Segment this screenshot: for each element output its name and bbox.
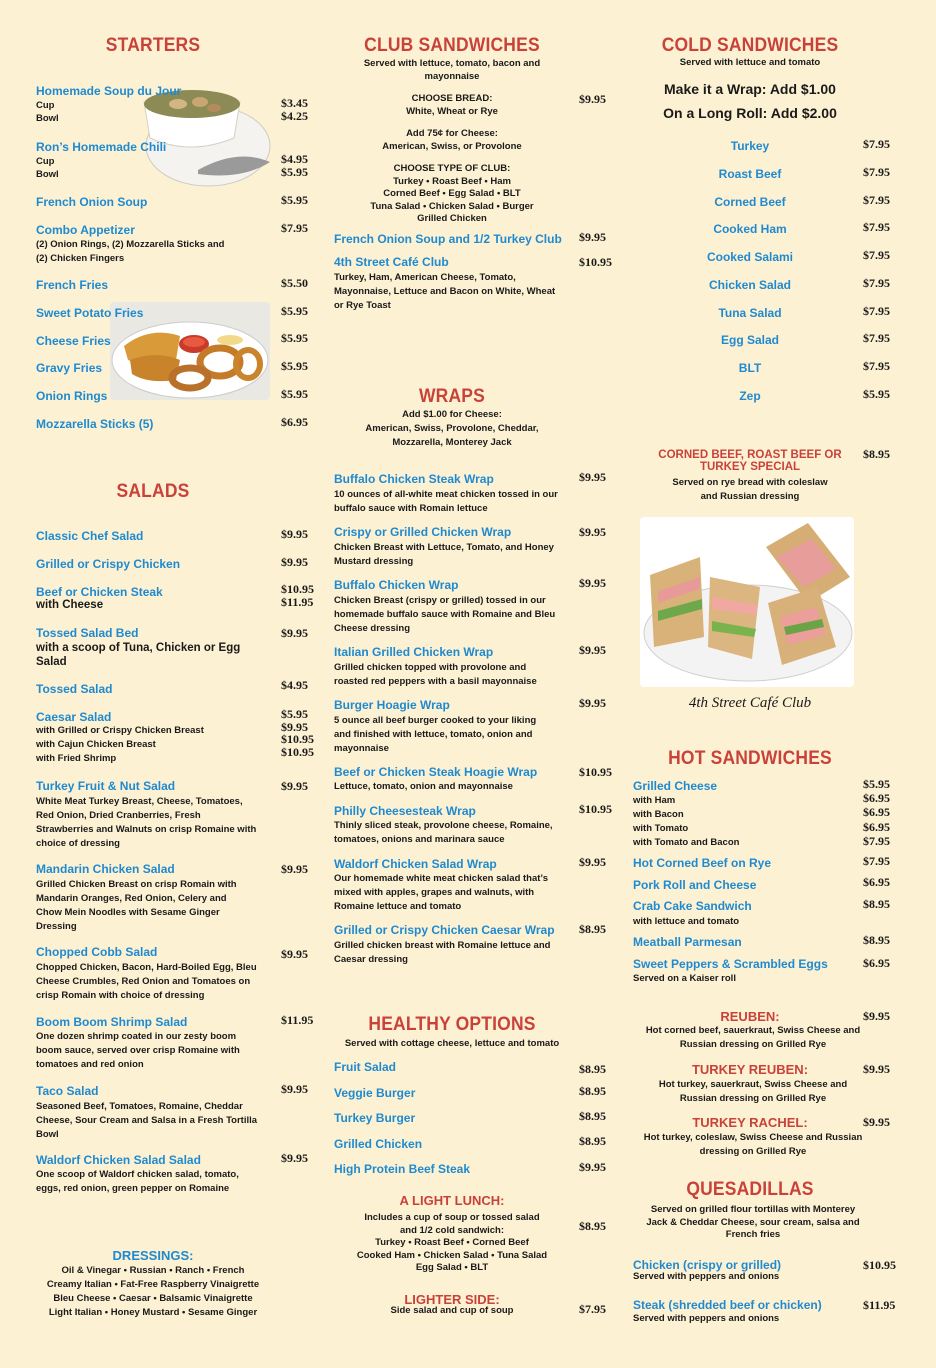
reuben-desc	[626, 1024, 880, 1052]
taco-price: $9.95	[281, 1082, 308, 1096]
dressing-line: Light Italian • Honey Mustard • Sesame Ginger	[48, 1307, 258, 1318]
desc-line: Hot turkey, coleslaw, Swiss Cheese and Russian	[643, 1132, 863, 1143]
soup-bowl-label: Bowl	[36, 112, 59, 124]
chili-cup-price: $4.95	[281, 152, 308, 166]
desc-line: homemade buffalo sauce with Romaine and Bleu	[334, 609, 556, 620]
desc-line: Cheese, Sour Cream and Salsa in a Fresh Tortilla	[36, 1115, 258, 1126]
desc-line: Turkey, Ham, American Cheese, Tomato,	[334, 272, 516, 283]
desc-line: Russian dressing on Grilled Rye	[679, 1039, 827, 1050]
healthy-item-name: Grilled Chicken	[334, 1137, 423, 1151]
mandarin-desc	[36, 878, 237, 934]
grilled-cheese-options	[633, 794, 739, 850]
cold-item-name: Roast Beef	[718, 167, 782, 181]
desc-line: crisp Romain with choice of dressing	[36, 990, 205, 1001]
soup-prices	[281, 97, 308, 122]
dressing-line: Bleu Cheese • Caesar • Balsamic Vinaigrette	[53, 1293, 253, 1304]
light-lunch-title: A LIGHT LUNCH:	[399, 1193, 505, 1208]
hot-corned-name: Hot Corned Beef on Rye	[633, 856, 772, 870]
caesar-name: Caesar Salad	[36, 710, 112, 724]
tossed-bed-name: Tossed Salad Bed	[36, 626, 139, 640]
starter-item-name: Mozzarella Sticks (5)	[36, 417, 154, 431]
starter-item-name: French Fries	[36, 278, 109, 292]
steak-salad-prices	[281, 583, 314, 608]
desc-line: Thinly sliced steak, provolone cheese, Romaine,	[334, 820, 553, 831]
caesar-option: with Cajun Chicken Breast	[36, 739, 156, 750]
cold-item-price: $7.95	[863, 304, 890, 318]
desc-line: choice of dressing	[36, 838, 120, 849]
desc-line: Mayonnaise, Lettuce and Bacon on White, Wheat	[334, 286, 556, 297]
crab-cake-sub: with lettuce and tomato	[633, 916, 740, 927]
cold-item-name: Corned Beef	[714, 195, 786, 209]
dressing-line: Creamy Italian • Fat-Free Raspberry Vinaigrette	[46, 1279, 260, 1290]
club-types	[334, 163, 570, 226]
desc-line: buffalo sauce with Romain lettuce	[334, 503, 488, 514]
turkey-rachel-price: $9.95	[863, 1115, 890, 1129]
club-photo-caption: 4th Street Café Club	[688, 695, 812, 711]
steak-quesadilla-name: Steak (shredded beef or chicken)	[633, 1298, 822, 1312]
desc-line: Egg Salad • BLT	[415, 1262, 489, 1273]
wrap-name: Grilled or Crispy Chicken Caesar Wrap	[334, 923, 555, 937]
reuben-price: $9.95	[863, 1009, 890, 1023]
desc-line: Hot corned beef, sauerkraut, Swiss Cheese and	[645, 1025, 861, 1036]
light-lunch-desc	[334, 1212, 570, 1275]
waldorf-salad-price: $9.95	[281, 1151, 308, 1165]
boom-desc	[36, 1030, 240, 1072]
desc-line: Mandarin Oranges, Red Onion, Celery and	[36, 893, 227, 904]
wrap-name: Philly Cheesesteak Wrap	[334, 804, 476, 818]
dressings-list	[20, 1264, 286, 1320]
street-club-desc	[334, 271, 555, 313]
wrap-desc	[334, 541, 554, 569]
taco-desc	[36, 1100, 257, 1142]
combo-desc-line: (2) Onion Rings, (2) Mozzarella Sticks and	[36, 239, 225, 250]
desc-line: Jack & Cheddar Cheese, sour cream, salsa and	[646, 1216, 860, 1228]
cold-item-name: Chicken Salad	[708, 278, 792, 292]
desc-line: One dozen shrimp coated in our zesty boom	[36, 1031, 237, 1042]
pork-roll-price: $6.95	[863, 875, 890, 889]
grilled-cheese-price: $5.95	[863, 777, 890, 791]
cold-item-name: BLT	[738, 361, 762, 375]
grilled-cheese-prices	[863, 777, 890, 848]
cold-item-name: Zep	[739, 389, 761, 403]
desc-line: Grilled chicken breast with Romaine lettuce and	[334, 940, 551, 951]
special-title-line: CORNED BEEF, ROAST BEEF OR	[658, 449, 842, 461]
desc-line: Cheese dressing	[334, 623, 411, 634]
desc-line: Chopped Chicken, Bacon, Hard-Boiled Egg, Bleu	[36, 962, 257, 973]
grilled-salad-price: $9.95	[281, 555, 308, 569]
wrap-desc	[334, 714, 536, 756]
turkey-rachel-desc	[626, 1131, 880, 1159]
club-cheese	[334, 128, 570, 153]
street-club-name: 4th Street Café Club	[334, 255, 449, 269]
peppers-eggs-price: $6.95	[863, 956, 890, 970]
desc-line: dressing on Grilled Rye	[699, 1146, 807, 1157]
combo-name: Combo Appetizer	[36, 223, 135, 237]
cold-item-name: Cooked Salami	[706, 250, 794, 264]
cold-item-price: $7.95	[863, 165, 890, 179]
desc-line: Lettuce, tomato, onion and mayonnaise	[334, 781, 513, 792]
caesar-options	[36, 724, 204, 766]
turkey-reuben-desc	[626, 1078, 880, 1106]
grilled-cheese-name: Grilled Cheese	[633, 779, 718, 793]
desc-line: Mustard dressing	[334, 556, 414, 567]
healthy-title: HEALTHY OPTIONS	[368, 1014, 536, 1035]
wraps-sub	[334, 408, 570, 450]
mandarin-name: Mandarin Chicken Salad	[36, 862, 175, 876]
club-sandwich-photo	[640, 517, 854, 687]
chili-sizes	[36, 156, 59, 181]
soup-sizes	[36, 100, 59, 125]
grilled-cheese-price: $6.95	[863, 819, 890, 834]
wrap-desc	[334, 780, 513, 794]
turkey-reuben-price: $9.95	[863, 1062, 890, 1076]
desc-line: Turkey • Roast Beef • Corned Beef	[375, 1237, 529, 1248]
caesar-price: $5.95	[281, 707, 308, 721]
healthy-item-price: $8.95	[579, 1109, 606, 1123]
combo-price: $7.95	[281, 221, 308, 235]
quesadillas-title: QUESADILLAS	[686, 1179, 814, 1200]
desc-line: Caesar dressing	[334, 954, 408, 965]
special-title	[630, 449, 870, 473]
wrap-upcharge: Make it a Wrap: Add $1.00	[664, 81, 836, 97]
cold-item-name: Cooked Ham	[713, 222, 787, 236]
salads-title: SALADS	[116, 481, 190, 502]
wrap-price: $10.95	[579, 802, 612, 816]
desc-line: 5 ounce all beef burger cooked to your liking	[334, 715, 537, 726]
starters-title: STARTERS	[105, 35, 201, 56]
chili-cup-label: Cup	[36, 156, 55, 167]
wrap-price: $9.95	[579, 855, 606, 869]
waldorf-salad-name: Waldorf Chicken Salad Salad	[36, 1153, 201, 1167]
wraps-sub-line: Mozzarella, Monterey Jack	[392, 437, 512, 448]
cold-item-price: $7.95	[863, 331, 890, 345]
chef-salad-name: Classic Chef Salad	[36, 529, 144, 543]
starter-item-name: Gravy Fries	[36, 361, 103, 375]
grilled-cheese-price: $7.95	[863, 833, 890, 848]
healthy-item-price: $8.95	[579, 1084, 606, 1098]
desc-line: Cooked Ham • Chicken Salad • Tuna Salad	[356, 1249, 548, 1261]
chili-name: Ron’s Homemade Chili	[36, 140, 167, 154]
soup-cup-label: Cup	[36, 100, 55, 111]
caesar-option: with Fried Shrimp	[36, 753, 117, 764]
desc-line: 10 ounces of all-white meat chicken tossed in our	[334, 489, 558, 500]
wrap-price: $9.95	[579, 525, 606, 539]
club-bread-line: White, Wheat or Rye	[406, 105, 498, 117]
grilled-cheese-option: with Ham	[633, 795, 676, 806]
starter-item-price: $6.95	[281, 415, 308, 429]
desc-line: eggs, red onion, green pepper on Romaine	[36, 1183, 230, 1194]
club-cheese-line: American, Swiss, or Provolone	[382, 140, 522, 152]
wrap-desc	[334, 661, 537, 689]
club-title: CLUB SANDWICHES	[364, 35, 540, 56]
cold-item-price: $7.95	[863, 248, 890, 262]
crab-cake-price: $8.95	[863, 897, 890, 911]
desc-line: Chicken Breast with Lettuce, Tomato, and Honey	[334, 542, 554, 553]
caesar-price: $10.95	[281, 744, 314, 759]
peppers-eggs-name: Sweet Peppers & Scrambled Eggs	[633, 957, 828, 971]
peppers-eggs-sub: Served on a Kaiser roll	[633, 973, 736, 984]
desc-line: Dressing	[36, 921, 77, 932]
mandarin-price: $9.95	[281, 862, 308, 876]
starter-item-name: Cheese Fries	[36, 334, 111, 348]
meatball-name: Meatball Parmesan	[633, 935, 742, 949]
steak-salad-name: Beef or Chicken Steak	[36, 585, 163, 599]
healthy-item-name: Veggie Burger	[334, 1086, 416, 1100]
steak-salad-sub: with Cheese	[36, 599, 104, 611]
street-club-price: $10.95	[579, 255, 612, 269]
chili-prices	[281, 153, 308, 178]
desc-line: Romaine lettuce and tomato	[334, 901, 462, 912]
cold-item-price: $5.95	[863, 387, 890, 401]
turkey-fruit-desc	[36, 795, 256, 851]
steak-quesadilla-price: $11.95	[863, 1298, 896, 1312]
wrap-price: $9.95	[579, 696, 606, 710]
grilled-salad-name: Grilled or Crispy Chicken	[36, 557, 181, 571]
club-price: $9.95	[579, 92, 606, 106]
desc-line: tomatoes, onions and marinara sauce	[334, 834, 505, 845]
steak-quesadilla-sub: Served with peppers and onions	[633, 1313, 780, 1324]
desc-line: Bowl	[36, 1129, 59, 1140]
desc-line: roasted red peppers with a basil mayonnaise	[334, 676, 537, 687]
desc-line: Chow Mein Noodles with Sesame Ginger	[36, 907, 220, 918]
dressings-title: DRESSINGS:	[112, 1248, 194, 1263]
wraps-title: WRAPS	[418, 386, 485, 407]
desc-line: Chicken Breast (crispy or grilled) tossed in our	[334, 595, 546, 606]
desc-line: Served on rye bread with coleslaw	[672, 477, 828, 488]
starter-item-price: $5.95	[281, 359, 308, 373]
turkey-rachel-title: TURKEY RACHEL:	[692, 1115, 808, 1130]
desc-line: Grilled Chicken Breast on crisp Romain with	[36, 879, 237, 890]
wrap-name: Beef or Chicken Steak Hoagie Wrap	[334, 765, 538, 779]
combo-desc-line: (2) Chicken Fingers	[36, 253, 125, 264]
special-desc	[630, 476, 870, 504]
soup-name: Homemade Soup du Jour	[36, 84, 182, 98]
tossed-bed-sub: with a scoop of Tuna, Chicken or Egg Salad	[36, 642, 241, 668]
desc-line: Hot turkey, sauerkraut, Swiss Cheese and	[658, 1079, 848, 1090]
french-onion-price: $5.95	[281, 193, 308, 207]
cold-item-price: $7.95	[863, 276, 890, 290]
club-type-line: Tuna Salad • Chicken Salad • Burger	[370, 200, 534, 212]
grilled-cheese-option: with Bacon	[633, 809, 684, 820]
club-sub-line: Served with lettuce, tomato, bacon and	[363, 58, 541, 69]
desc-line: One scoop of Waldorf chicken salad, tomato,	[36, 1169, 239, 1180]
healthy-item-name: Fruit Salad	[334, 1060, 397, 1074]
grilled-cheese-option: with Tomato and Bacon	[633, 837, 740, 848]
desc-line: Cheese Crumbles, Red Onion and Tomatoes on	[36, 976, 251, 987]
meatball-price: $8.95	[863, 933, 890, 947]
chili-bowl-label: Bowl	[36, 168, 59, 180]
healthy-item-price: $9.95	[579, 1160, 606, 1174]
wrap-name: Waldorf Chicken Salad Wrap	[334, 857, 497, 871]
chili-bowl-price: $5.95	[281, 164, 308, 179]
caesar-option: with Grilled or Crispy Chicken Breast	[36, 725, 204, 736]
cold-item-price: $7.95	[863, 193, 890, 207]
dressing-line: Oil & Vinegar • Russian • Ranch • French	[61, 1265, 245, 1276]
cold-sub: Served with lettuce and tomato	[679, 57, 821, 68]
club-type-line: Turkey • Roast Beef • Ham	[393, 175, 511, 187]
lighter-side-title: LIGHTER SIDE:	[404, 1292, 500, 1307]
cold-item-price: $7.95	[863, 137, 890, 151]
club-type-line: Corned Beef • Egg Salad • BLT	[383, 188, 521, 199]
desc-line: Served on grilled flour tortillas with Monterey	[650, 1204, 856, 1215]
starter-item-price: $5.95	[281, 331, 308, 345]
cobb-desc	[36, 961, 257, 1003]
desc-line: White Meat Turkey Breast, Cheese, Tomatoes,	[36, 796, 243, 807]
cold-title: COLD SANDWICHES	[661, 35, 839, 56]
roll-upcharge: On a Long Roll: Add $2.00	[663, 105, 837, 121]
desc-line: boom sauce, served over crisp Romaine with	[36, 1045, 240, 1056]
healthy-sub: Served with cottage cheese, lettuce and tomato	[344, 1038, 560, 1049]
wrap-name: Buffalo Chicken Steak Wrap	[334, 472, 494, 486]
wrap-desc	[334, 819, 553, 847]
desc-line: and 1/2 cold sandwich:	[400, 1224, 504, 1236]
tossed-salad-name: Tossed Salad	[36, 682, 113, 696]
hot-corned-price: $7.95	[863, 854, 890, 868]
desc-line: Seasoned Beef, Tomatoes, Romaine, Cheddar	[36, 1101, 243, 1112]
club-type-line: Grilled Chicken	[417, 213, 487, 224]
cold-item-price: $7.95	[863, 220, 890, 234]
starter-item-name: Onion Rings	[36, 389, 108, 403]
healthy-item-name: High Protein Beef Steak	[334, 1162, 471, 1176]
hot-title: HOT SANDWICHES	[668, 748, 832, 769]
wrap-price: $9.95	[579, 576, 606, 590]
desc-line: Red Onion, Dried Cranberries, Fresh	[36, 810, 201, 821]
wrap-desc	[334, 939, 550, 967]
desc-line: mayonnaise	[334, 743, 389, 754]
desc-line: Russian dressing on Grilled Rye	[679, 1093, 827, 1104]
cold-item-price: $7.95	[863, 359, 890, 373]
desc-line: tomatoes and red onion	[36, 1059, 144, 1070]
grilled-cheese-price: $6.95	[863, 805, 890, 820]
wrap-desc	[334, 594, 555, 636]
caesar-price: $10.95	[281, 732, 314, 746]
french-onion-name: French Onion Soup	[36, 195, 148, 209]
desc-line: Grilled chicken topped with provolone and	[334, 662, 527, 673]
turkey-reuben-title: TURKEY REUBEN:	[691, 1062, 809, 1077]
taco-name: Taco Salad	[36, 1084, 99, 1098]
soup-cup-price: $3.45	[281, 96, 308, 110]
wrap-name: Italian Grilled Chicken Wrap	[334, 645, 494, 659]
club-cheese-line: Add 75¢ for Cheese:	[406, 128, 498, 139]
boom-price: $11.95	[281, 1013, 314, 1027]
turkey-fruit-name: Turkey Fruit & Nut Salad	[36, 779, 176, 793]
steak-salad-price: $10.95	[281, 582, 314, 596]
starter-item-price: $5.95	[281, 304, 308, 318]
wrap-price: $9.95	[579, 470, 606, 484]
light-lunch-price: $8.95	[579, 1219, 606, 1233]
quesadillas-desc	[626, 1204, 880, 1242]
wraps-sub-line: American, Swiss, Provolone, Cheddar,	[365, 423, 539, 434]
club-sub-line: mayonnaise	[424, 70, 480, 82]
desc-line: and finished with lettuce, tomato, onion and	[334, 729, 533, 740]
cold-item-name: Tuna Salad	[718, 306, 782, 320]
chicken-quesadilla-name: Chicken (crispy or grilled)	[633, 1258, 782, 1272]
club-type-line: CHOOSE TYPE OF CLUB:	[393, 163, 511, 174]
club-sub	[334, 58, 570, 83]
club-bread-line: CHOOSE BREAD:	[411, 93, 493, 104]
boom-name: Boom Boom Shrimp Salad	[36, 1015, 188, 1029]
cold-item-name: Egg Salad	[720, 333, 779, 347]
special-title-line: TURKEY SPECIAL	[699, 461, 801, 473]
wrap-price: $9.95	[579, 643, 606, 657]
desc-line: mixed with apples, grapes and walnuts, with	[334, 887, 535, 898]
reuben-title: REUBEN:	[720, 1009, 780, 1024]
wrap-price: $10.95	[579, 765, 612, 779]
fo-club-name: French Onion Soup and 1/2 Turkey Club	[334, 232, 562, 246]
cobb-name: Chopped Cobb Salad	[36, 945, 158, 959]
healthy-item-price: $8.95	[579, 1134, 606, 1148]
desc-line: and Russian dressing	[700, 491, 800, 502]
special-price: $8.95	[863, 447, 890, 461]
starter-item-price: $5.50	[281, 276, 308, 290]
chef-salad-price: $9.95	[281, 527, 308, 541]
desc-line: Strawberries and Walnuts on crisp Romaine with	[36, 824, 257, 835]
pork-roll-name: Pork Roll and Cheese	[633, 878, 757, 892]
club-sandwich-icon	[640, 517, 854, 687]
soup-bowl-price: $4.25	[281, 108, 308, 123]
combo-desc	[36, 238, 224, 266]
healthy-item-name: Turkey Burger	[334, 1111, 416, 1125]
turkey-fruit-price: $9.95	[281, 779, 308, 793]
tossed-bed-price: $9.95	[281, 626, 308, 640]
lighter-side-desc: Side salad and cup of soup	[390, 1305, 514, 1316]
fo-club-price: $9.95	[579, 230, 606, 244]
healthy-item-price: $8.95	[579, 1062, 606, 1076]
wrap-desc	[334, 872, 548, 914]
waldorf-salad-desc	[36, 1168, 239, 1196]
caesar-price: $9.95	[281, 719, 308, 734]
wraps-sub-line: Add $1.00 for Cheese:	[402, 409, 502, 420]
chicken-quesadilla-sub: Served with peppers and onions	[633, 1271, 780, 1282]
grilled-cheese-option: with Tomato	[633, 823, 689, 834]
wrap-name: Burger Hoagie Wrap	[334, 698, 450, 712]
wrap-desc	[334, 488, 558, 516]
grilled-cheese-price: $6.95	[863, 791, 890, 806]
soup-item	[36, 84, 316, 98]
caesar-prices	[281, 708, 314, 758]
lighter-side-price: $7.95	[579, 1302, 606, 1316]
starter-item-price: $5.95	[281, 387, 308, 401]
cold-item-name: Turkey	[730, 139, 770, 153]
starter-item-name: Sweet Potato Fries	[36, 306, 144, 320]
wrap-price: $8.95	[579, 922, 606, 936]
desc-line: French fries	[725, 1229, 781, 1240]
wrap-name: Crispy or Grilled Chicken Wrap	[334, 525, 512, 539]
chicken-quesadilla-price: $10.95	[863, 1258, 896, 1272]
tossed-salad-price: $4.95	[281, 678, 308, 692]
crab-cake-name: Crab Cake Sandwich	[633, 899, 752, 913]
wrap-name: Buffalo Chicken Wrap	[334, 578, 459, 592]
desc-line: Includes a cup of soup or tossed salad	[364, 1212, 540, 1223]
club-bread	[334, 93, 570, 118]
steak-cheese-price: $11.95	[281, 594, 314, 609]
cobb-price: $9.95	[281, 947, 308, 961]
desc-line: Our homemade white meat chicken salad that’s	[334, 873, 548, 884]
desc-line: or Rye Toast	[334, 300, 391, 311]
